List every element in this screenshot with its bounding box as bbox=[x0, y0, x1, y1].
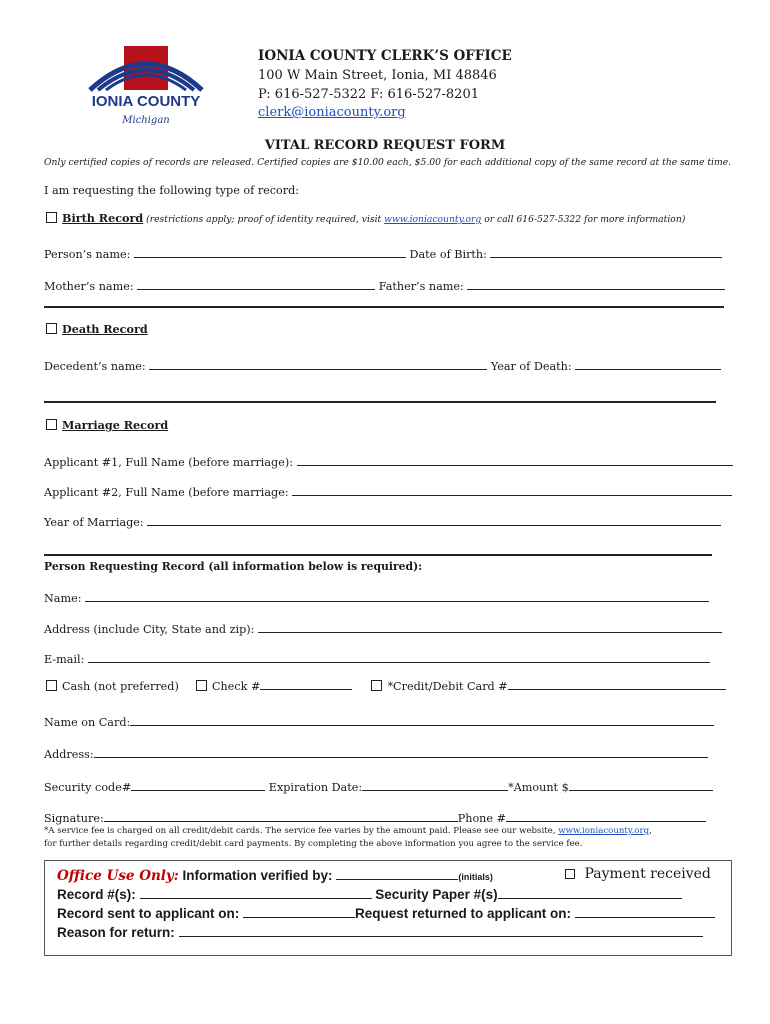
dob-label: Date of Birth: bbox=[409, 248, 487, 261]
fathers-name-label: Father’s name: bbox=[378, 280, 464, 293]
security-code-field[interactable] bbox=[131, 779, 265, 791]
requester-address-label: Address (include City, State and zip): bbox=[44, 623, 255, 636]
cash-label: Cash (not preferred) bbox=[62, 680, 179, 693]
credit-card-field[interactable] bbox=[508, 678, 726, 690]
birth-record-checkbox[interactable] bbox=[46, 212, 57, 223]
parents-row bbox=[44, 278, 725, 293]
birth-record-row bbox=[46, 211, 685, 225]
requester-name-row bbox=[44, 590, 709, 605]
ionia-county-logo bbox=[84, 44, 208, 132]
year-of-death-label: Year of Death: bbox=[490, 360, 572, 373]
applicant2-field[interactable] bbox=[292, 484, 732, 496]
office-phone-fax: P: 616-527-5322 F: 616-527-8201 bbox=[258, 87, 479, 102]
persons-name-label: Person’s name: bbox=[44, 248, 131, 261]
mothers-name-label: Mother’s name: bbox=[44, 280, 134, 293]
record-sent-row bbox=[57, 904, 715, 921]
reason-label: Reason for return: bbox=[57, 925, 175, 940]
request-returned-label: Request returned to applicant on: bbox=[355, 906, 572, 921]
security-paper-label: Security Paper #(s) bbox=[375, 887, 498, 902]
office-email-link[interactable]: clerk@ioniacounty.org bbox=[258, 105, 406, 120]
check-number-field[interactable] bbox=[260, 678, 352, 690]
phone-field[interactable] bbox=[506, 810, 706, 822]
certified-copies-note: Only certified copies of records are released. Certified copies are $10.00 each, $5.00 for each additional copy of the same record at the same time. bbox=[44, 157, 732, 168]
check-checkbox[interactable] bbox=[196, 680, 207, 691]
signature-label: Signature: bbox=[44, 812, 104, 825]
birth-record-label: Birth Record bbox=[62, 211, 144, 225]
service-fee-comma: , bbox=[649, 826, 652, 836]
requester-name-label: Name: bbox=[44, 592, 82, 605]
office-use-box bbox=[44, 860, 732, 956]
reason-field[interactable] bbox=[179, 923, 703, 937]
requester-email-field[interactable] bbox=[88, 651, 710, 663]
year-of-marriage-field[interactable] bbox=[147, 514, 721, 526]
request-returned-field[interactable] bbox=[575, 904, 715, 918]
marriage-record-checkbox[interactable] bbox=[46, 419, 57, 430]
requester-address-field[interactable] bbox=[258, 621, 722, 633]
amount-label: *Amount $ bbox=[508, 781, 569, 794]
record-number-label: Record #(s): bbox=[57, 887, 136, 902]
service-fee-text: *A service fee is charged on all credit/debit cards. The service fee varies by the amount paid. Please see our website, bbox=[44, 826, 559, 836]
birth-note-prefix: (restrictions apply; proof of identity required, visit bbox=[143, 214, 385, 225]
death-record-row bbox=[46, 322, 148, 336]
section-divider bbox=[44, 401, 716, 403]
signature-field[interactable] bbox=[104, 810, 458, 822]
security-code-label: Security code# bbox=[44, 781, 132, 794]
death-record-label: Death Record bbox=[62, 322, 148, 336]
office-verified-row bbox=[57, 866, 493, 884]
decedent-field[interactable] bbox=[149, 358, 487, 370]
amount-field[interactable] bbox=[569, 779, 713, 791]
marriage-record-label: Marriage Record bbox=[62, 418, 169, 432]
requester-email-row bbox=[44, 651, 710, 666]
applicant1-row bbox=[44, 454, 733, 469]
persons-name-field[interactable] bbox=[134, 246, 406, 258]
phone-label: Phone # bbox=[457, 812, 506, 825]
record-number-row bbox=[57, 885, 682, 902]
mothers-name-field[interactable] bbox=[137, 278, 375, 290]
request-intro: I am requesting the following type of record: bbox=[44, 184, 300, 197]
name-on-card-row bbox=[44, 714, 714, 729]
payment-method-row bbox=[46, 678, 726, 693]
office-use-label: Office Use Only: bbox=[57, 868, 179, 884]
death-record-checkbox[interactable] bbox=[46, 323, 57, 334]
card-address-label: Address: bbox=[44, 748, 94, 761]
requester-heading: Person Requesting Record (all information below is required): bbox=[44, 560, 423, 573]
birth-note-link[interactable]: www.ioniacounty.org bbox=[384, 214, 482, 225]
office-title: IONIA COUNTY CLERK’S OFFICE bbox=[258, 48, 512, 64]
service-fee-link[interactable]: www.ioniacounty.org bbox=[558, 826, 650, 836]
applicant1-field[interactable] bbox=[297, 454, 733, 466]
expiration-field[interactable] bbox=[362, 779, 508, 791]
service-fee-note bbox=[44, 826, 652, 836]
year-of-marriage-label: Year of Marriage: bbox=[44, 516, 144, 529]
payment-received-row bbox=[565, 866, 711, 882]
check-label: Check # bbox=[211, 680, 261, 693]
logo-script: Michigan bbox=[122, 115, 170, 126]
dob-field[interactable] bbox=[490, 246, 722, 258]
logo-text: IONIA COUNTY bbox=[91, 93, 201, 110]
credit-card-label: *Credit/Debit Card # bbox=[387, 680, 508, 693]
card-address-field[interactable] bbox=[94, 746, 708, 758]
section-divider bbox=[44, 306, 724, 308]
name-on-card-label: Name on Card: bbox=[44, 716, 131, 729]
expiration-label: Expiration Date: bbox=[268, 781, 363, 794]
applicant2-label: Applicant #2, Full Name (before marriage: bbox=[44, 486, 289, 499]
decedent-label: Decedent’s name: bbox=[44, 360, 146, 373]
record-sent-field[interactable] bbox=[243, 904, 355, 918]
verified-label: Information verified by: bbox=[182, 868, 333, 883]
requester-address-row bbox=[44, 621, 722, 636]
section-divider bbox=[44, 554, 712, 556]
applicant2-row bbox=[44, 484, 732, 499]
reason-row bbox=[57, 923, 703, 940]
payment-received-checkbox[interactable] bbox=[565, 869, 575, 879]
name-on-card-field[interactable] bbox=[130, 714, 714, 726]
fathers-name-field[interactable] bbox=[467, 278, 725, 290]
card-address-row bbox=[44, 746, 708, 761]
initials-label: (initials) bbox=[458, 872, 493, 882]
signature-row bbox=[44, 810, 706, 825]
marriage-record-row bbox=[46, 418, 168, 432]
record-number-field[interactable] bbox=[140, 885, 372, 899]
requester-name-field[interactable] bbox=[85, 590, 709, 602]
payment-received-label: Payment received bbox=[584, 866, 711, 882]
requester-email-label: E-mail: bbox=[44, 653, 85, 666]
birth-note-suffix: or call 616-527-5322 for more information) bbox=[481, 214, 686, 225]
credit-card-checkbox[interactable] bbox=[371, 680, 382, 691]
security-paper-field[interactable] bbox=[498, 885, 682, 899]
record-sent-label: Record sent to applicant on: bbox=[57, 906, 240, 921]
year-of-marriage-row bbox=[44, 514, 721, 529]
applicant1-label: Applicant #1, Full Name (before marriage): bbox=[44, 456, 293, 469]
decedent-row bbox=[44, 358, 721, 373]
year-of-death-field[interactable] bbox=[575, 358, 721, 370]
service-fee-note-2: for further details regarding credit/debit card payments. By completing the above information you agree to the service fee. bbox=[44, 839, 583, 849]
form-title: VITAL RECORD REQUEST FORM bbox=[264, 138, 506, 153]
office-address: 100 W Main Street, Ionia, MI 48846 bbox=[258, 68, 497, 83]
cash-checkbox[interactable] bbox=[46, 680, 57, 691]
card-security-row bbox=[44, 779, 713, 794]
persons-name-row bbox=[44, 246, 722, 261]
verified-field[interactable] bbox=[336, 866, 458, 880]
